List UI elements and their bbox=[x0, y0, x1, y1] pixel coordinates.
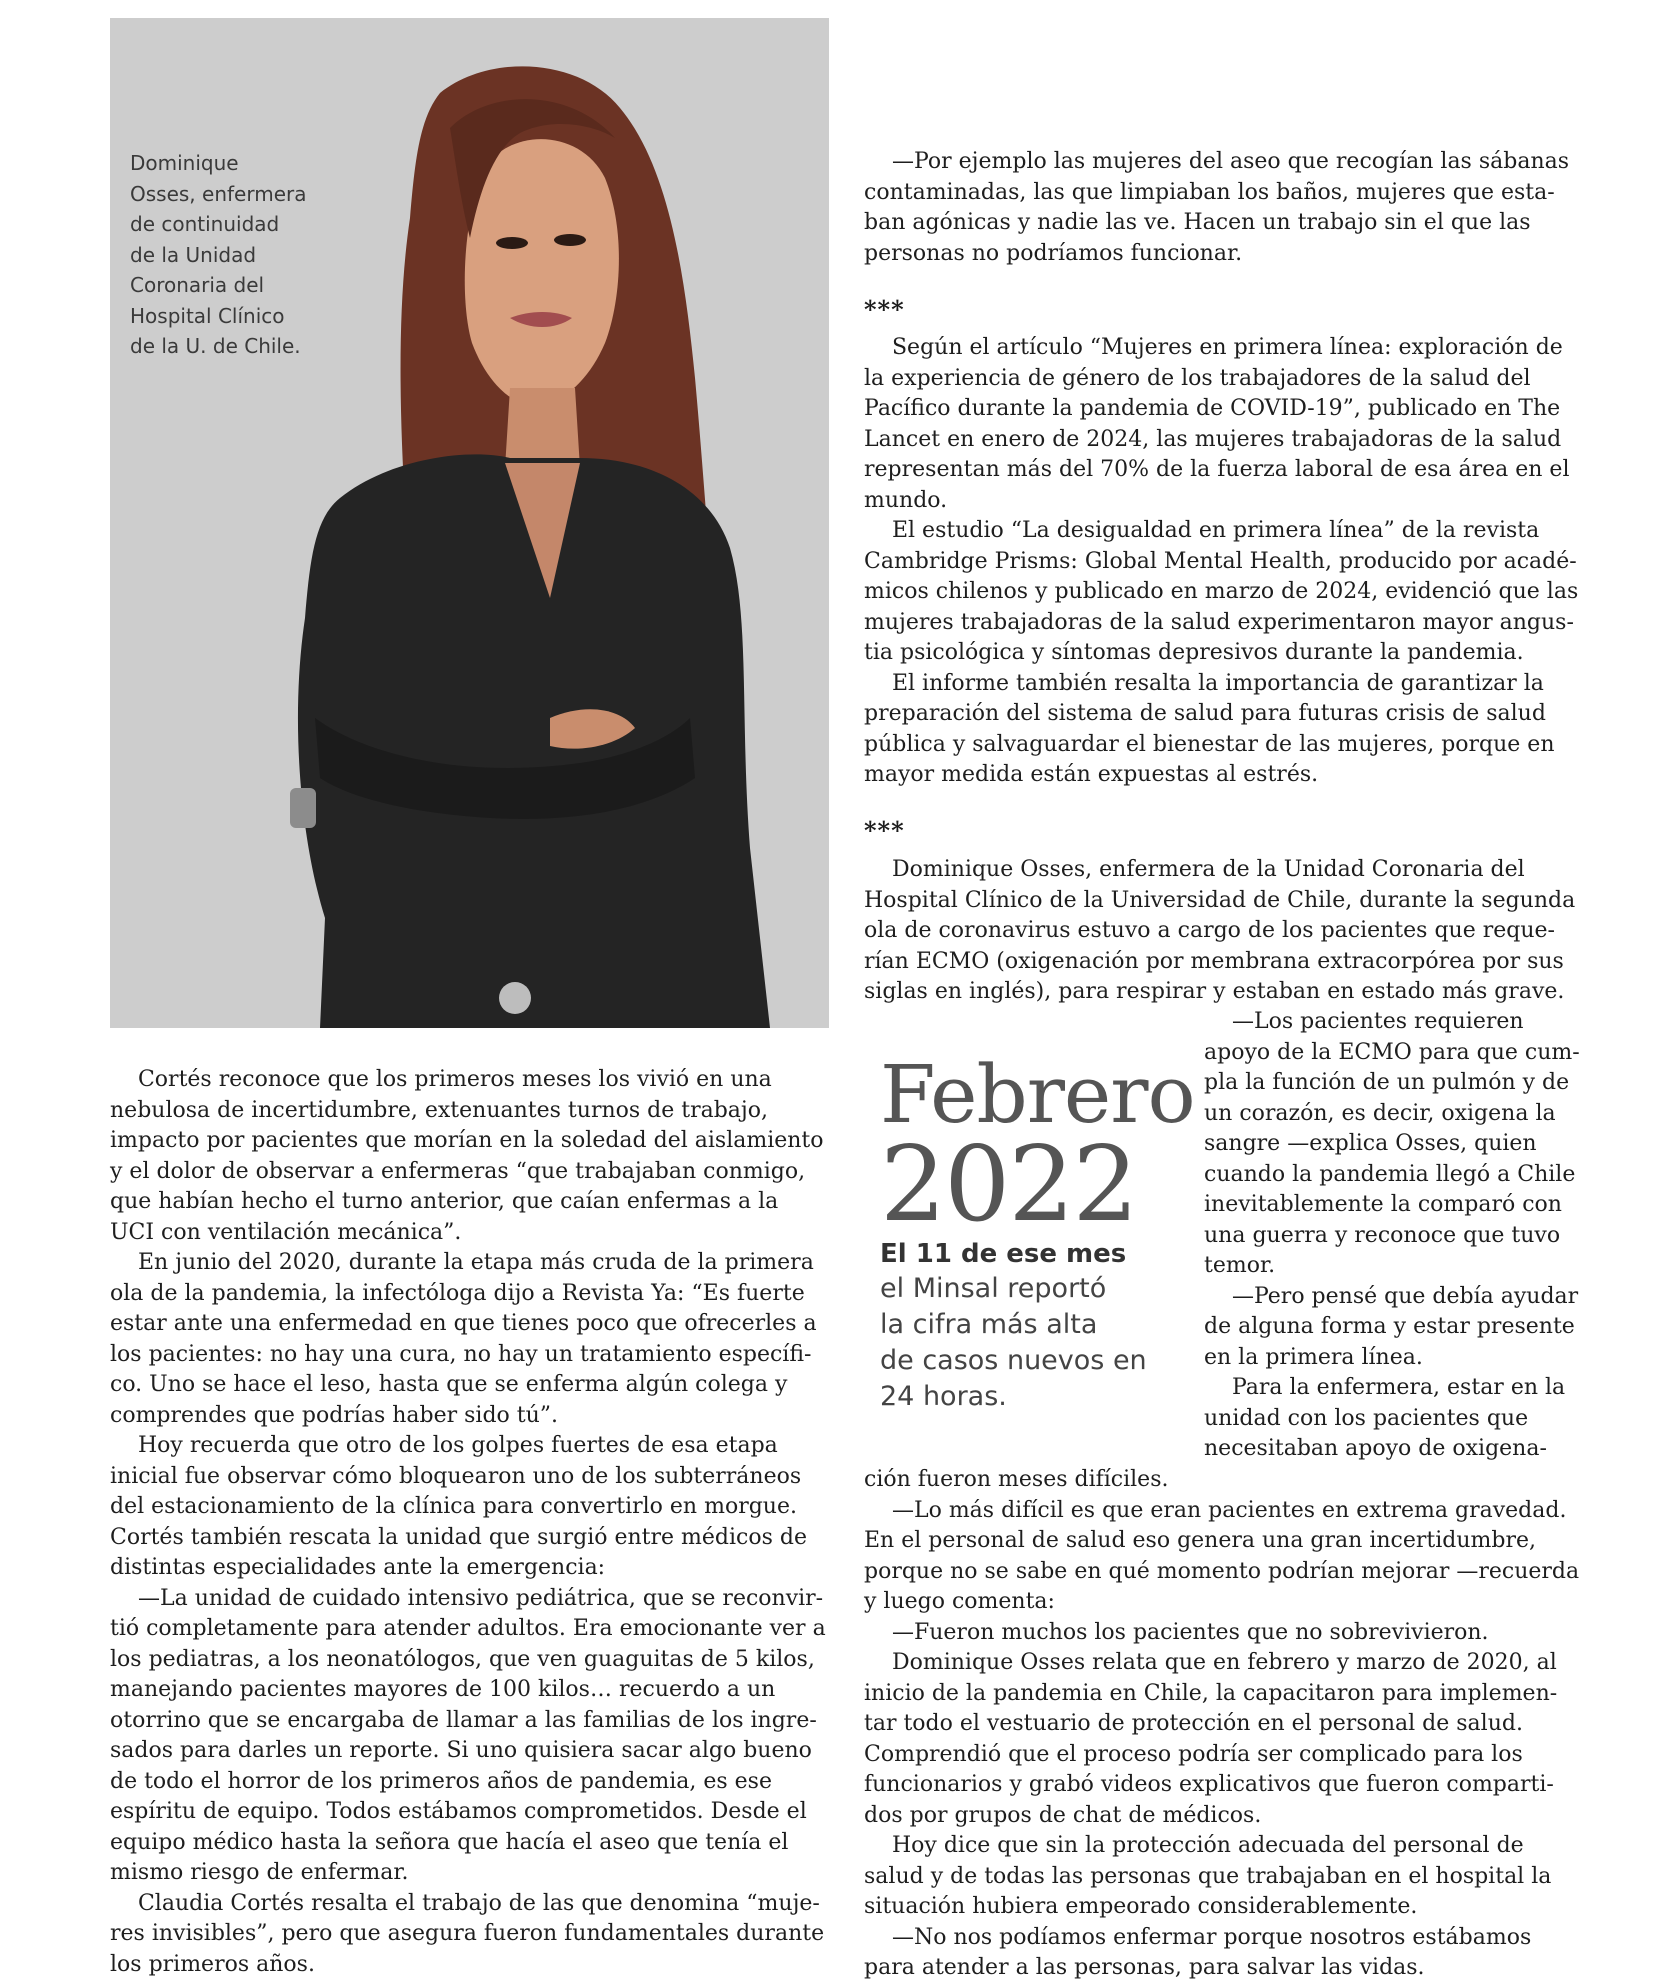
text-line: mismo riesgo de enfermar. bbox=[110, 1860, 409, 1885]
caption-line: de la U. de Chile. bbox=[130, 334, 301, 358]
text-line: —Fueron muchos los pacientes que no sobrevivieron. bbox=[864, 1619, 1489, 1645]
text-line: representan más del 70% de la fuerza laboral de esa área en el bbox=[864, 457, 1570, 482]
text-line: en la primera línea. bbox=[1204, 1344, 1423, 1370]
text-line: impacto por pacientes que morían en la soledad del aislamiento bbox=[110, 1128, 824, 1153]
text-line: apoyo de la ECMO para que cum- bbox=[1204, 1039, 1580, 1065]
text-line: comprendes que podrías haber sido tú”. bbox=[110, 1402, 559, 1428]
text-line: Dominique Osses, enfermera de la Unidad Coronaria del bbox=[864, 857, 1525, 882]
text-line: tió completamente para atender adultos. Era emocionante ver a bbox=[110, 1616, 826, 1641]
text-line: Cortés reconoce que los primeros meses los vivió en una bbox=[110, 1067, 772, 1092]
pull-quote-line: de casos nuevos en bbox=[880, 1345, 1147, 1376]
text-line: tia psicológica y síntomas depresivos durante la pandemia. bbox=[864, 640, 1524, 665]
text-line: y luego comenta: bbox=[864, 1589, 1055, 1614]
pull-quote-line: la cifra más alta bbox=[880, 1309, 1098, 1340]
text-line: rían ECMO (oxigenación por membrana extracorpórea por sus bbox=[864, 948, 1564, 974]
text-line: Claudia Cortés resalta el trabajo de las que denomina “muje- bbox=[110, 1890, 820, 1916]
pull-quote-lead: El 11 de ese mes bbox=[880, 1239, 1127, 1269]
text-line: nebulosa de incertidumbre, extenuantes turnos de trabajo, bbox=[110, 1097, 768, 1123]
text-line: Hoy dice que sin la protección adecuada del personal de bbox=[864, 1833, 1524, 1858]
text-line: espíritu de equipo. Todos estábamos comprometidos. Desde el bbox=[110, 1799, 807, 1824]
caption-line: de continuidad bbox=[130, 212, 280, 236]
right-column-articles bbox=[864, 333, 1584, 791]
text-line: necesitaban apoyo de oxigena- bbox=[1204, 1436, 1547, 1461]
text-line: inicio de la pandemia en Chile, la capacitaron para implemen- bbox=[864, 1680, 1558, 1706]
right-column-bottom bbox=[864, 1465, 1584, 1979]
text-line: un corazón, es decir, oxigena la bbox=[1204, 1100, 1556, 1126]
text-line: para atender a las personas, para salvar las vidas. bbox=[864, 1955, 1425, 1979]
text-line: manejando pacientes mayores de 100 kilos… recuerdo a un bbox=[110, 1677, 776, 1702]
text-line: del estacionamiento de la clínica para convertirlo en morgue. bbox=[110, 1494, 797, 1519]
text-line: una guerra y reconoce que tuvo bbox=[1204, 1222, 1561, 1248]
text-line: Pacífico durante la pandemia de COVID-19”, publicado en The bbox=[864, 396, 1561, 421]
text-line: porque no se sabe en qué momento podrían mejorar —recuerda bbox=[864, 1558, 1580, 1584]
text-line: —Los pacientes requieren bbox=[1204, 1009, 1524, 1034]
text-line: Comprendió que el proceso podría ser complicado para los bbox=[864, 1741, 1523, 1767]
text-line: los pacientes: no hay una cura, no hay un tratamiento específi- bbox=[110, 1341, 812, 1367]
text-line: contaminadas, las que limpiaban los baños, mujeres que esta- bbox=[864, 179, 1555, 205]
text-line: cuando la pandemia llegó a Chile bbox=[1204, 1161, 1576, 1187]
text-line: dos por grupos de chat de médicos. bbox=[864, 1802, 1262, 1828]
text-line: que habían hecho el turno anterior, que caían enfermas a la bbox=[110, 1189, 779, 1214]
text-line: distintas especialidades ante la emergencia: bbox=[110, 1555, 606, 1580]
text-line: mundo. bbox=[864, 487, 948, 513]
text-line: siglas en inglés), para respirar y estaban en estado más grave. bbox=[864, 979, 1565, 1004]
text-line: de todo el horror de los primeros años de pandemia, es ese bbox=[110, 1768, 772, 1794]
text-line: ción fueron meses difíciles. bbox=[864, 1467, 1169, 1492]
text-line: ban agónicas y nadie las ve. Hacen un trabajo sin el que las bbox=[864, 210, 1531, 235]
caption-line: Osses, enfermera bbox=[130, 181, 307, 206]
text-line: inevitablemente la comparó con bbox=[1204, 1192, 1562, 1217]
text-line: otorrino que se encargaba de llamar a las familias de los ingre- bbox=[110, 1707, 817, 1733]
text-line: los primeros años. bbox=[110, 1951, 315, 1977]
text-line: El estudio “La desigualdad en primera línea” de la revista bbox=[864, 518, 1540, 543]
text-line: —Pero pensé que debía ayudar bbox=[1204, 1283, 1579, 1309]
pull-quote-year: 2022 bbox=[880, 1123, 1137, 1245]
left-column bbox=[110, 1065, 830, 1979]
text-line: personas no podríamos funcionar. bbox=[864, 240, 1243, 266]
text-line: UCI con ventilación mecánica”. bbox=[110, 1219, 462, 1245]
text-line: temor. bbox=[1204, 1253, 1276, 1278]
text-line: Hoy recuerda que otro de los golpes fuertes de esa etapa bbox=[110, 1433, 778, 1458]
text-line: mayor medida están expuestas al estrés. bbox=[864, 762, 1319, 787]
text-line: salud y de todas las personas que trabajaban en el hospital la bbox=[864, 1863, 1552, 1889]
text-line: Cambridge Prisms: Global Mental Health, producido por acadé- bbox=[864, 548, 1577, 574]
right-column-top bbox=[864, 147, 1584, 269]
text-line: res invisibles”, pero que asegura fueron fundamentales durante bbox=[110, 1921, 825, 1946]
text-line: —Por ejemplo las mujeres del aseo que recogían las sábanas bbox=[864, 149, 1570, 174]
text-line: —Lo más difícil es que eran pacientes en extrema gravedad. bbox=[864, 1497, 1567, 1523]
text-line: En el personal de salud eso genera una gran incertidumbre, bbox=[864, 1528, 1536, 1553]
text-line: pública y salvaguardar el bienestar de las mujeres, porque en bbox=[864, 731, 1555, 757]
right-column-middle bbox=[864, 855, 1584, 1008]
pull-quote-line: el Minsal reportó bbox=[880, 1273, 1107, 1304]
pull-quote bbox=[880, 1048, 1200, 1415]
text-line: ola de la pandemia, la infectóloga dijo a Revista Ya: “Es fuerte bbox=[110, 1280, 805, 1306]
text-line: pla la función de un pulmón y de bbox=[1204, 1070, 1570, 1095]
text-line: tar todo el vestuario de protección en el personal de salud. bbox=[864, 1711, 1523, 1736]
text-line: inicial fue observar cómo bloquearon uno de los subterráneos bbox=[110, 1463, 802, 1489]
text-line: co. Uno se hace el leso, hasta que se enferma algún colega y bbox=[110, 1372, 788, 1397]
text-line: Hospital Clínico de la Universidad de Chile, durante la segunda bbox=[864, 887, 1576, 913]
text-line: y el dolor de observar a enfermeras “que trabajaban conmigo, bbox=[110, 1158, 806, 1184]
pull-quote-line: 24 horas. bbox=[880, 1381, 1007, 1412]
text-line: funcionarios y grabó videos explicativos que fueron comparti- bbox=[864, 1772, 1554, 1797]
text-line: En junio del 2020, durante la etapa más cruda de la primera bbox=[110, 1250, 814, 1275]
text-line: de alguna forma y estar presente bbox=[1204, 1314, 1575, 1339]
text-line: Cortés también rescata la unidad que surgió entre médicos de bbox=[110, 1524, 807, 1550]
text-line: unidad con los pacientes que bbox=[1204, 1405, 1529, 1431]
narrow-column bbox=[1204, 1007, 1594, 1465]
pull-quote-month: Febrero bbox=[880, 1048, 1195, 1141]
pull-quote-body bbox=[880, 1271, 1200, 1415]
text-line: El informe también resalta la importancia de garantizar la bbox=[864, 670, 1544, 696]
text-line: estar ante una enfermedad en que tienes poco que ofrecerles a bbox=[110, 1311, 817, 1336]
text-line: Según el artículo “Mujeres en primera línea: exploración de bbox=[864, 335, 1563, 360]
caption-line: Hospital Clínico bbox=[130, 303, 285, 328]
text-line: sados para darles un reporte. Si uno quisiera sacar algo bueno bbox=[110, 1738, 812, 1763]
text-line: preparación del sistema de salud para futuras crisis de salud bbox=[864, 701, 1546, 726]
caption-line: Coronaria del bbox=[130, 273, 265, 297]
text-line: —La unidad de cuidado intensivo pediátrica, que se reconvir- bbox=[110, 1585, 824, 1611]
text-line: Dominique Osses relata que en febrero y marzo de 2020, al bbox=[864, 1650, 1557, 1675]
text-line: Lancet en enero de 2024, las mujeres trabajadoras de la salud bbox=[864, 426, 1562, 452]
text-line: micos chilenos y publicado en marzo de 2024, evidenció que las bbox=[864, 579, 1579, 604]
text-line: —No nos podíamos enfermar porque nosotros estábamos bbox=[864, 1924, 1532, 1950]
text-line: sangre —explica Osses, quien bbox=[1204, 1131, 1537, 1156]
text-line: mujeres trabajadoras de la salud experimentaron mayor angus- bbox=[864, 609, 1574, 635]
section-separator: *** bbox=[864, 295, 905, 324]
text-line: equipo médico hasta la señora que hacía el aseo que tenía el bbox=[110, 1829, 789, 1855]
text-line: los pediatras, a los neonatólogos, que ven guaguitas de 5 kilos, bbox=[110, 1646, 815, 1672]
text-line: situación hubiera empeorado considerablemente. bbox=[864, 1894, 1418, 1919]
portrait-photo bbox=[110, 18, 829, 1028]
section-separator: *** bbox=[864, 816, 905, 845]
text-line: Para la enfermera, estar en la bbox=[1204, 1375, 1566, 1400]
caption-line: de la Unidad bbox=[130, 242, 257, 267]
caption-line: Dominique bbox=[130, 151, 239, 175]
text-line: ola de coronavirus estuvo a cargo de los pacientes que reque- bbox=[864, 918, 1555, 943]
photo-caption bbox=[130, 148, 350, 362]
text-line: la experiencia de género de los trabajadores de la salud del bbox=[864, 365, 1531, 391]
